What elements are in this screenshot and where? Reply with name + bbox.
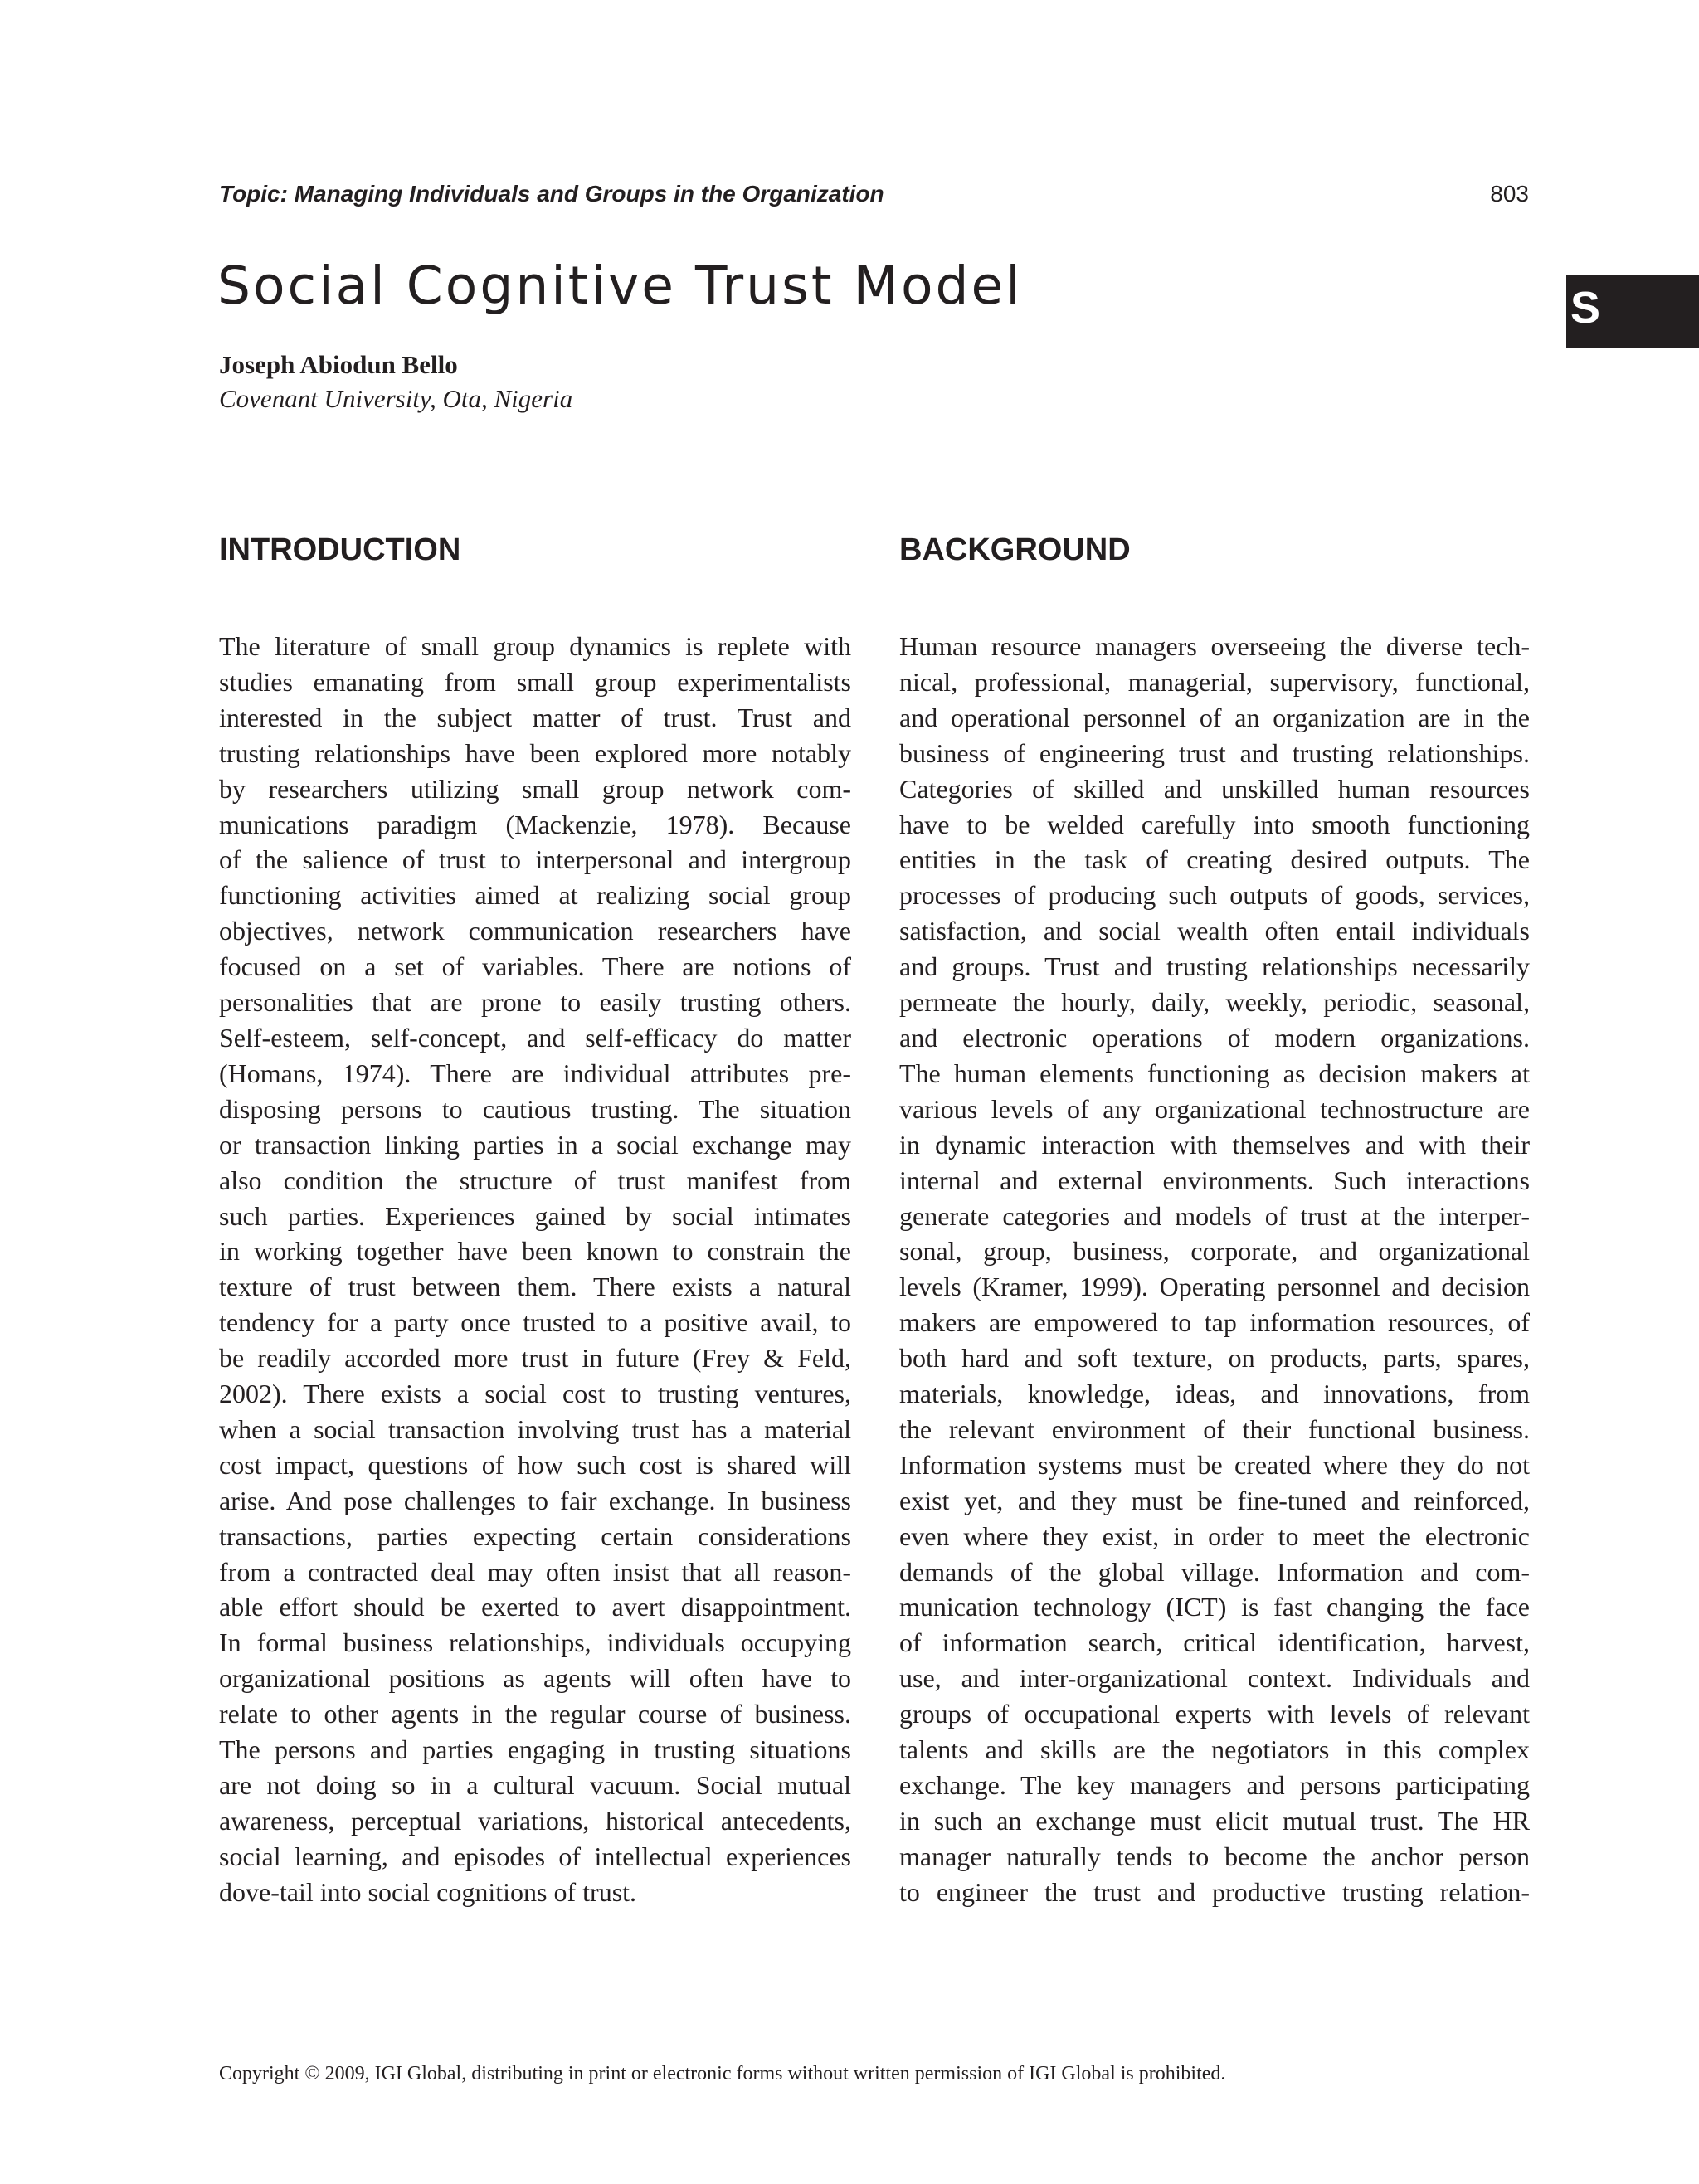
text-line: (Homans, 1974). There are individual attributes pre- xyxy=(219,1058,851,1088)
text-line: nical, professional, managerial, supervisory, functional, xyxy=(899,666,1530,697)
running-header-topic: Topic: Managing Individuals and Groups in the Organization xyxy=(219,181,884,207)
introduction-heading: INTRODUCTION xyxy=(219,533,461,567)
text-line: exist yet, and they must be fine-tuned and reinforced, xyxy=(899,1485,1530,1515)
text-line: Self-esteem, self-concept, and self-efficacy do matter xyxy=(219,1022,851,1053)
text-line: relate to other agents in the regular course of business. xyxy=(219,1699,851,1729)
text-line: business of engineering trust and trusting relationships. xyxy=(899,737,1530,768)
text-line: processes of producing such outputs of goods, services, xyxy=(899,880,1530,911)
text-line: satisfaction, and social wealth often entail individuals xyxy=(899,916,1530,946)
text-line: are not doing so in a cultural vacuum. Social mutual xyxy=(219,1770,851,1800)
text-line: cost impact, questions of how such cost is shared will xyxy=(219,1449,851,1480)
text-line: dove-tail into social cognitions of trust. xyxy=(219,1876,637,1907)
article-title: Social Cognitive Trust Model xyxy=(217,255,1023,316)
text-line: focused on a set of variables. There are notions of xyxy=(219,951,851,982)
text-line: functioning activities aimed at realizing social group xyxy=(219,880,851,911)
section-letter-tab: S xyxy=(1566,275,1699,348)
text-line: permeate the hourly, daily, weekly, periodic, seasonal, xyxy=(899,987,1530,1018)
text-line: various levels of any organizational technostructure are xyxy=(899,1093,1530,1124)
text-line: and operational personnel of an organization are in the xyxy=(899,702,1530,732)
text-line: 2002). There exists a social cost to trusting ventures, xyxy=(219,1379,851,1409)
text-line: of information search, critical identification, harvest, xyxy=(899,1627,1530,1658)
text-line: and electronic operations of modern organizations. xyxy=(899,1022,1530,1053)
text-line: internal and external environments. Such interactions xyxy=(899,1165,1530,1195)
text-line: by researchers utilizing small group network com- xyxy=(219,773,851,804)
text-line: texture of trust between them. There exists a natural xyxy=(219,1272,851,1302)
text-line: in dynamic interaction with themselves and with their xyxy=(899,1129,1530,1160)
text-line: able effort should be exerted to avert disappointment. xyxy=(219,1592,851,1622)
text-line: personalities that are prone to easily trusting others. xyxy=(219,987,851,1018)
text-line: social learning, and episodes of intellectual experiences xyxy=(219,1841,851,1871)
introduction-section xyxy=(219,526,851,1910)
text-line: munications paradigm (Mackenzie, 1978). Because xyxy=(219,809,851,839)
text-line: The persons and parties engaging in trusting situations xyxy=(219,1734,851,1765)
text-line: manager naturally tends to become the anchor person xyxy=(899,1841,1530,1871)
text-line: materials, knowledge, ideas, and innovations, from xyxy=(899,1379,1530,1409)
text-line: of the salience of trust to interpersonal and intergroup xyxy=(219,844,851,875)
text-line: generate categories and models of trust at the interper- xyxy=(899,1200,1530,1231)
text-line: talents and skills are the negotiators in this complex xyxy=(899,1734,1530,1765)
text-line: In formal business relationships, individuals occupying xyxy=(219,1627,851,1658)
text-line: groups of occupational experts with levels of relevant xyxy=(899,1699,1530,1729)
text-line: studies emanating from small group experimentalists xyxy=(219,666,851,697)
text-line: such parties. Experiences gained by social intimates xyxy=(219,1200,851,1231)
text-line: objectives, network communication researchers have xyxy=(219,916,851,946)
author-name: Joseph Abiodun Bello xyxy=(219,350,458,379)
author-affiliation: Covenant University, Ota, Nigeria xyxy=(219,384,573,413)
text-line: trusting relationships have been explored more notably xyxy=(219,737,851,768)
text-line: exchange. The key managers and persons participating xyxy=(899,1770,1530,1800)
text-line: also condition the structure of trust manifest from xyxy=(219,1165,851,1195)
text-line: and groups. Trust and trusting relationships necessarily xyxy=(899,951,1530,982)
text-line: entities in the task of creating desired outputs. The xyxy=(899,844,1530,875)
text-line: organizational positions as agents will often have to xyxy=(219,1663,851,1694)
page-number: 803 xyxy=(1490,181,1529,207)
text-line: tendency for a party once trusted to a positive avail, to xyxy=(219,1307,851,1338)
text-line: transactions, parties expecting certain considerations xyxy=(219,1520,851,1551)
background-section xyxy=(899,526,1530,1910)
text-line: to engineer the trust and productive trusting relation- xyxy=(899,1876,1530,1907)
text-line: in working together have been known to constrain the xyxy=(219,1236,851,1267)
text-line: have to be welded carefully into smooth functioning xyxy=(899,809,1530,839)
text-line: disposing persons to cautious trusting. The situation xyxy=(219,1093,851,1124)
text-line: Categories of skilled and unskilled human resources xyxy=(899,773,1530,804)
text-line: Information systems must be created where they do not xyxy=(899,1449,1530,1480)
text-line: levels (Kramer, 1999). Operating personnel and decision xyxy=(899,1272,1530,1302)
introduction-paragraph xyxy=(219,629,851,1910)
text-line: arise. And pose challenges to fair exchange. In business xyxy=(219,1485,851,1515)
text-line: makers are empowered to tap information resources, of xyxy=(899,1307,1530,1338)
text-line: use, and inter-organizational context. Individuals and xyxy=(899,1663,1530,1694)
text-line: sonal, group, business, corporate, and organizational xyxy=(899,1236,1530,1267)
text-line: the relevant environment of their functional business. xyxy=(899,1413,1530,1444)
background-paragraph xyxy=(899,629,1530,1910)
text-line: from a contracted deal may often insist that all reason- xyxy=(219,1556,851,1587)
text-line: be readily accorded more trust in future (Frey & Feld, xyxy=(219,1343,851,1374)
text-line: demands of the global village. Information and com- xyxy=(899,1556,1530,1587)
text-line: interested in the subject matter of trust. Trust and xyxy=(219,702,851,732)
text-line: when a social transaction involving trust has a material xyxy=(219,1413,851,1444)
text-line: or transaction linking parties in a social exchange may xyxy=(219,1129,851,1160)
text-line: Human resource managers overseeing the diverse tech- xyxy=(899,631,1530,661)
text-line: The literature of small group dynamics is replete with xyxy=(219,631,851,661)
copyright-notice: Copyright © 2009, IGI Global, distributing in print or electronic forms without written permission of IGI Global is prohibited. xyxy=(219,2063,1226,2084)
background-heading: BACKGROUND xyxy=(899,533,1131,567)
text-line: in such an exchange must elicit mutual trust. The HR xyxy=(899,1805,1530,1836)
text-line: awareness, perceptual variations, historical antecedents, xyxy=(219,1805,851,1836)
text-line: The human elements functioning as decision makers at xyxy=(899,1058,1530,1088)
text-line: even where they exist, in order to meet the electronic xyxy=(899,1520,1530,1551)
text-line: munication technology (ICT) is fast changing the face xyxy=(899,1592,1530,1622)
text-line: both hard and soft texture, on products, parts, spares, xyxy=(899,1343,1530,1374)
